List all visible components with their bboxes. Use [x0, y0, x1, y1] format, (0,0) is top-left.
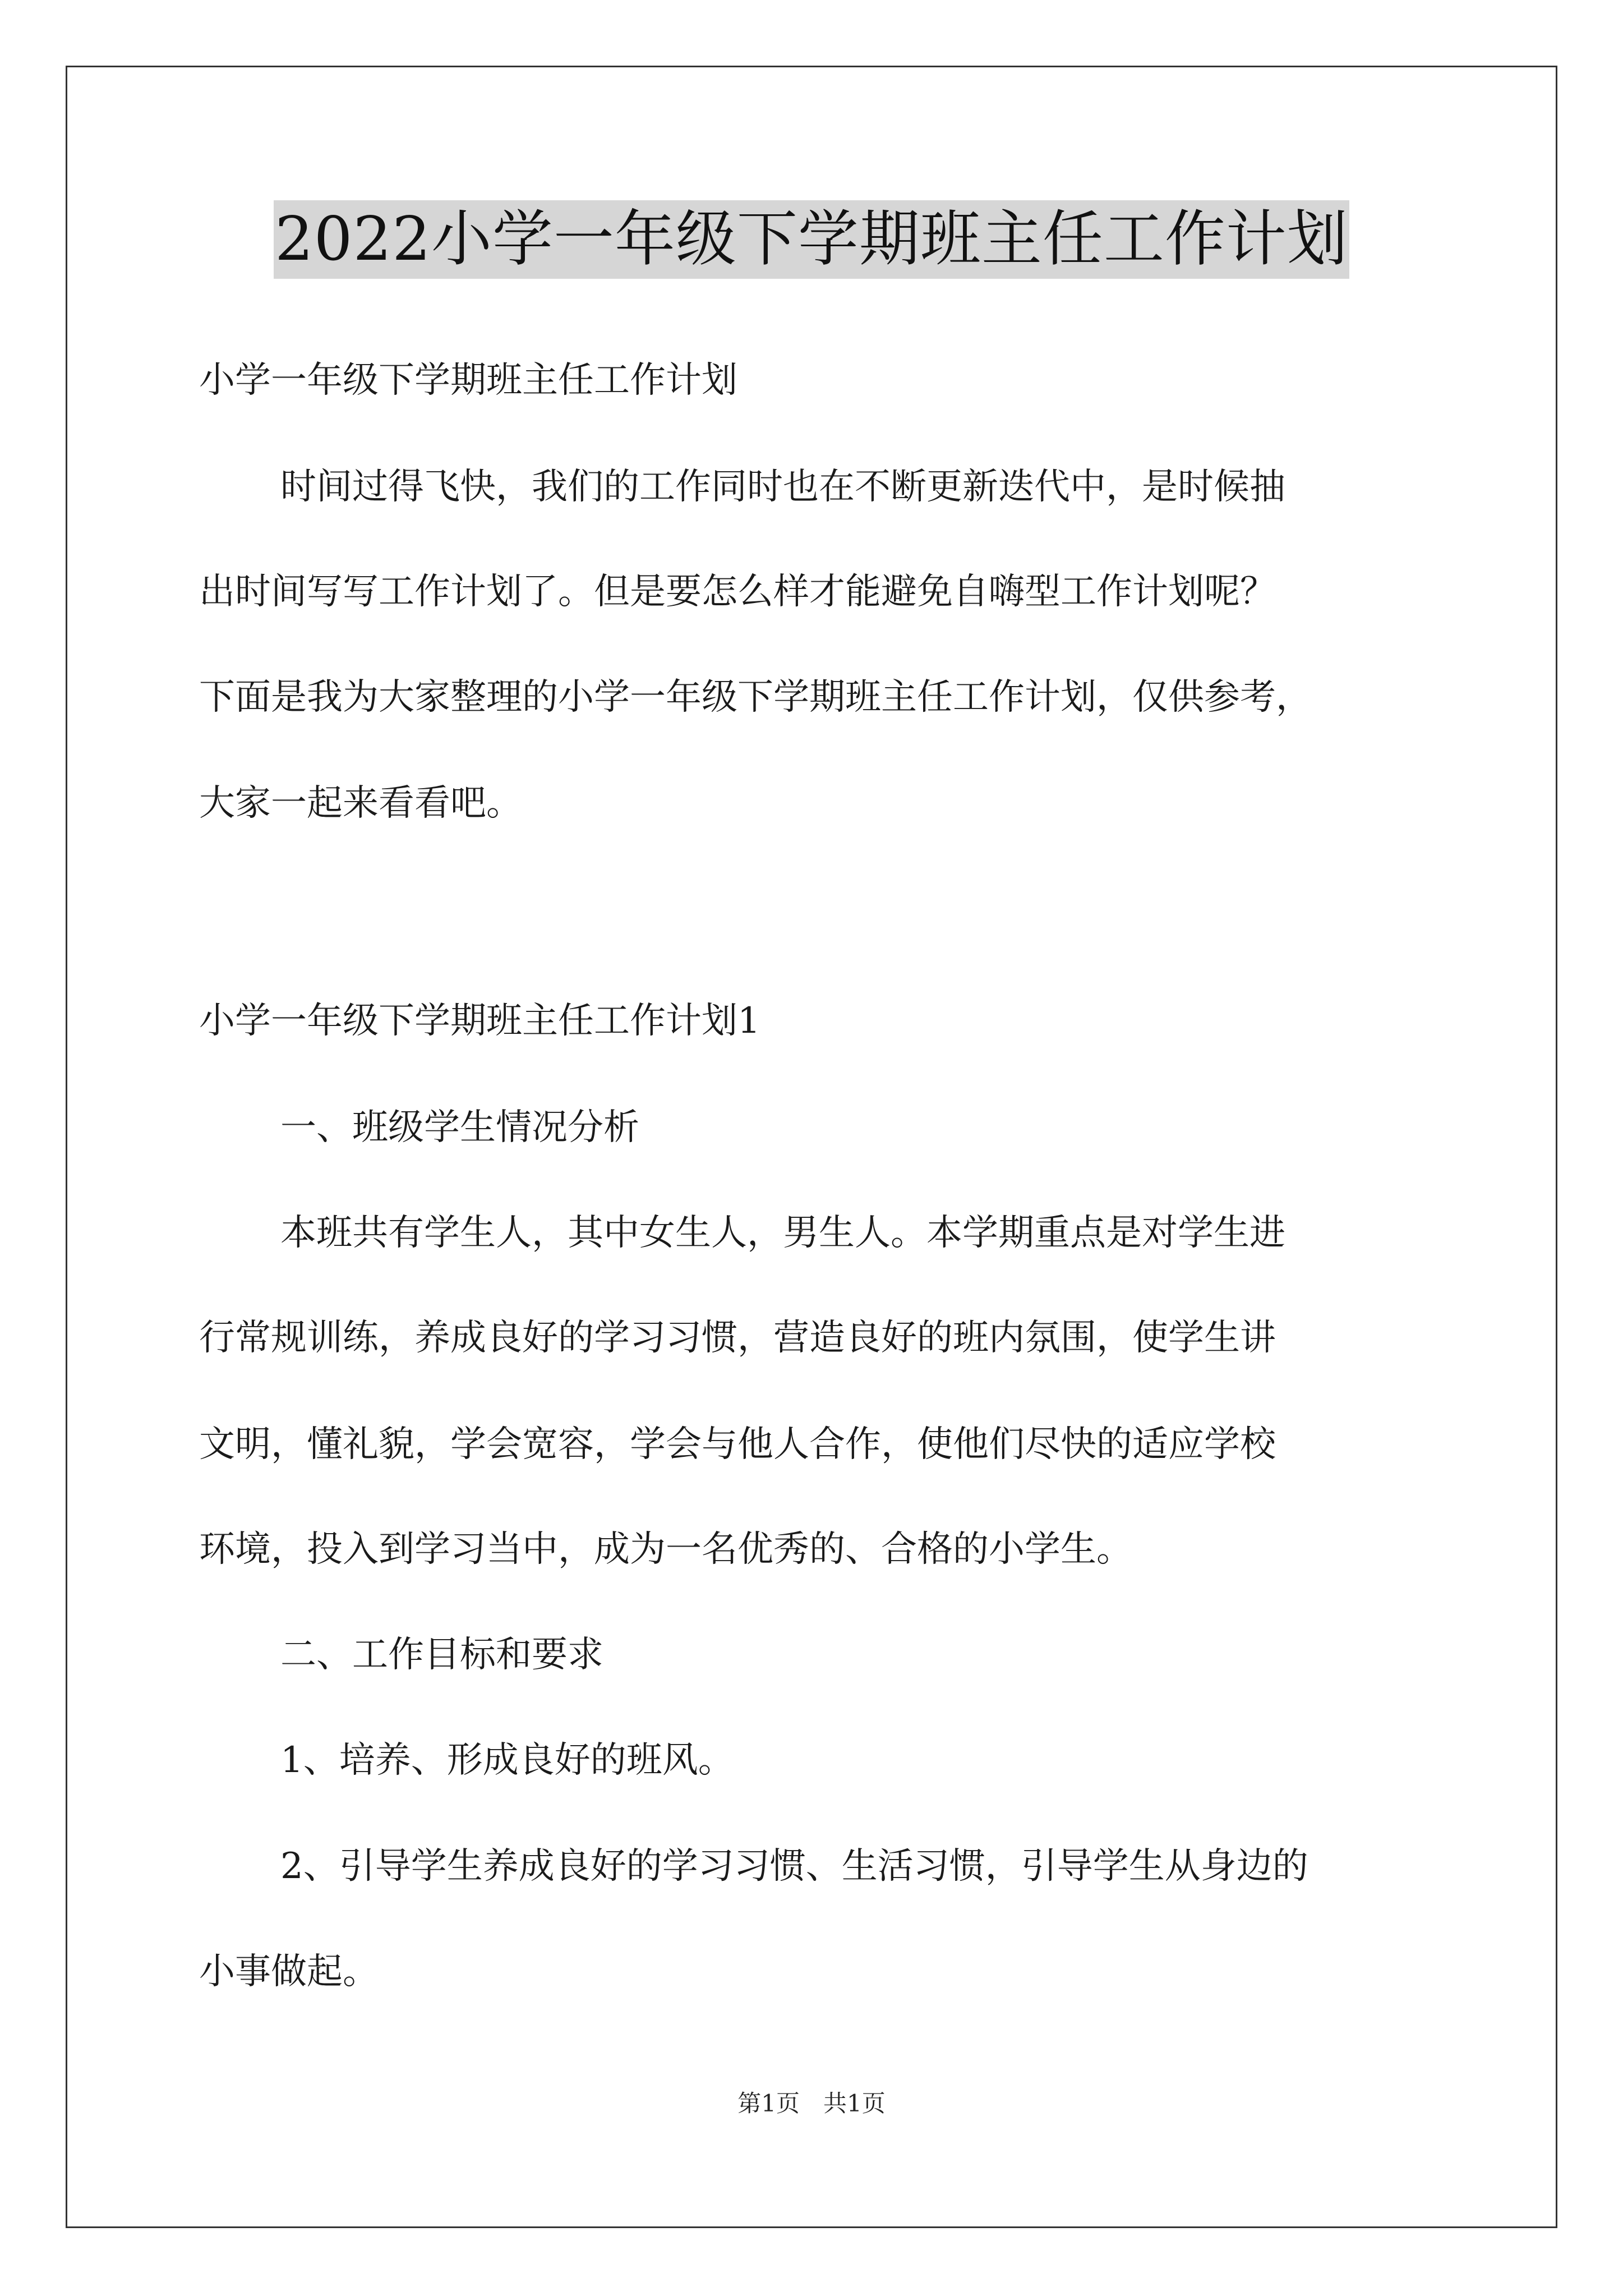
section-heading: 小学一年级下学期班主任工作计划1: [199, 1000, 760, 1042]
paragraph-line: 小事做起。: [199, 1951, 379, 1993]
list-item: 1、培养、形成良好的班风。: [280, 1740, 734, 1781]
subsection-heading: 一、班级学生情况分析: [280, 1107, 639, 1148]
subsection-heading: 二、工作目标和要求: [280, 1634, 603, 1676]
paragraph-line: 时间过得飞快，我们的工作同时也在不断更新迭代中，是时候抽: [280, 466, 1285, 508]
title-container: [0, 200, 1623, 279]
paragraph-line: 出时间写写工作计划了。但是要怎么样才能避免自嗨型工作计划呢？: [199, 571, 1276, 613]
paragraph-line: 文明，懂礼貌，学会宽容，学会与他人合作，使他们尽快的适应学校: [199, 1424, 1276, 1465]
page-footer: 第1页 共1页: [737, 2090, 886, 2117]
paragraph-line: 环境，投入到学习当中，成为一名优秀的、合格的小学生。: [199, 1529, 1132, 1570]
paragraph-line: 下面是我为大家整理的小学一年级下学期班主任工作计划，仅供参考，: [199, 677, 1312, 718]
paragraph-line: 大家一起来看看吧。: [199, 783, 522, 824]
subtitle-line: 小学一年级下学期班主任工作计划: [199, 360, 737, 401]
paragraph-line: 行常规训练，养成良好的学习习惯，营造良好的班内氛围，使学生讲: [199, 1317, 1276, 1359]
list-item: 2、引导学生养成良好的学习习惯、生活习惯，引导学生从身边的: [280, 1846, 1308, 1887]
document-title: 2022小学一年级下学期班主任工作计划: [274, 200, 1349, 279]
paragraph-line: 本班共有学生人，其中女生人，男生人。本学期重点是对学生进: [280, 1212, 1285, 1254]
